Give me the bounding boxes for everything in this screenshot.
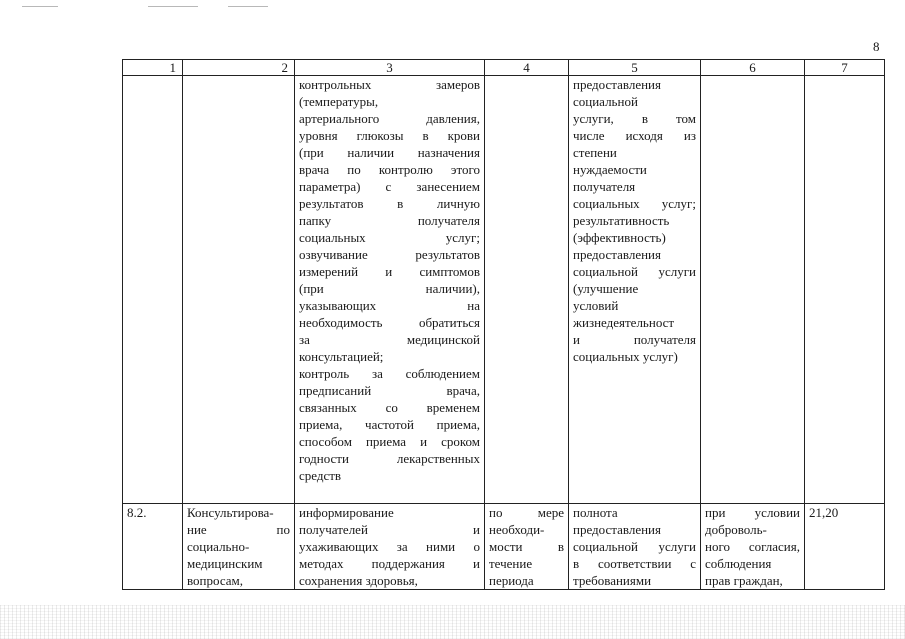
cell-text-line: методах поддержания и <box>299 556 480 571</box>
cell-text-line: прав граждан, <box>705 573 783 588</box>
service-description-cell <box>295 76 485 504</box>
cell-text-line: получателей и <box>299 522 480 537</box>
cell-text-line: социальных услуг) <box>573 349 678 364</box>
service-name-cell <box>183 76 295 504</box>
cell-text-line: мости в <box>489 539 564 554</box>
cell-text-line: социальной <box>573 94 638 109</box>
cell-text-line: Консультирова- <box>187 505 274 520</box>
cell-text-line: контрольных замеров <box>299 77 480 92</box>
cell-text-line: контроль за соблюдением <box>299 366 480 381</box>
cell-text-line: необходи- <box>489 522 545 537</box>
cell-text-line: предоставления <box>573 522 661 537</box>
cell-text-line: (температуры, <box>299 94 379 109</box>
cell-text-line: измерений и симптомов <box>299 264 480 279</box>
service-description-cell <box>295 504 485 590</box>
cell-text-line: приема, частотой приема, <box>299 417 480 432</box>
cell-text-line: результативность <box>573 213 670 228</box>
cell-text-line: (при наличии назначения <box>299 145 480 160</box>
header-cell: 3 <box>295 60 485 76</box>
cell-text-line: степени <box>573 145 617 160</box>
cell-text-line: социально- <box>187 539 250 554</box>
cell-text-line: условий <box>573 298 619 313</box>
cell-text-line: услуги, в том <box>573 111 696 126</box>
header-cell: 6 <box>701 60 805 76</box>
cell-text-line: результатов в личную <box>299 196 480 211</box>
cell-text-line: вопросам, <box>187 573 244 588</box>
header-cell: 7 <box>805 60 885 76</box>
cell-text-line: консультацией; <box>299 349 384 364</box>
quality-indicators-cell <box>569 504 701 590</box>
cell-text-line: полнота <box>573 505 618 520</box>
cell-text-line: ного согласия, <box>705 539 800 554</box>
cell-text-line: способом приема и сроком <box>299 434 480 449</box>
cell-text-line: нуждаемости <box>573 162 647 177</box>
header-cell: 2 <box>183 60 295 76</box>
cell-text-line: получателя <box>573 179 636 194</box>
cell-text-line: течение <box>489 556 533 571</box>
cell-text-line: жизнедеятельност <box>573 315 675 330</box>
table-row-continuation <box>123 76 885 504</box>
timing-cell <box>485 76 569 504</box>
cell-text-line: ние по <box>187 522 290 537</box>
scan-artifact-line <box>22 6 58 7</box>
cell-text-line: по мере <box>489 505 564 520</box>
cell-text-line: папку получателя <box>299 213 480 228</box>
cell-text-line: информирование <box>299 505 394 520</box>
cell-text-line: (улучшение <box>573 281 639 296</box>
row-number-cell: 8.2. <box>123 504 183 590</box>
cell-text-line: социальной услуги <box>573 539 696 554</box>
conditions-cell <box>701 504 805 590</box>
table-row-8-2 <box>123 504 885 590</box>
scan-noise-band <box>0 605 905 639</box>
cell-text-line: и получателя <box>573 332 696 347</box>
cell-text-line: доброволь- <box>705 522 767 537</box>
scan-artifact-line <box>228 6 268 7</box>
cell-text-line: предписаний врача, <box>299 383 480 398</box>
page-number: 8 <box>873 39 880 54</box>
header-cell: 5 <box>569 60 701 76</box>
cell-text-line: озвучивание результатов <box>299 247 480 262</box>
cell-text-line: сохранения здоровья, <box>299 573 418 588</box>
cell-text-line: предоставления <box>573 247 661 262</box>
cell-text-line: числе исходя из <box>573 128 696 143</box>
cell-text-line: медицинским <box>187 556 263 571</box>
cell-text-line: годности лекарственных <box>299 451 480 466</box>
cell-text-line: предоставления <box>573 77 661 92</box>
service-name-cell <box>183 504 295 590</box>
cell-text-line: периода <box>489 573 534 588</box>
conditions-cell <box>701 76 805 504</box>
cell-text-line: ухаживающих за ними о <box>299 539 480 554</box>
services-table <box>122 59 885 590</box>
table-header-row <box>123 60 885 76</box>
cell-text-line: за медицинской <box>299 332 480 347</box>
cell-text-line: в соответствии с <box>573 556 696 571</box>
cell-text-line: (при наличии), <box>299 281 480 296</box>
header-cell: 4 <box>485 60 569 76</box>
cell-text-line: социальной услуги <box>573 264 696 279</box>
scan-artifact-line <box>148 6 198 7</box>
cell-text-line: параметра) с занесением <box>299 179 480 194</box>
cell-text-line: указывающих на <box>299 298 480 313</box>
tariff-cell <box>805 76 885 504</box>
cell-text-line: соблюдения <box>705 556 772 571</box>
cell-text-line: средств <box>299 468 342 483</box>
cell-text-line: уровня глюкозы в крови <box>299 128 480 143</box>
cell-text-line: (эффективность) <box>573 230 666 245</box>
cell-text-line: связанных со временем <box>299 400 480 415</box>
tariff-cell: 21,20 <box>805 504 885 590</box>
cell-text-line: социальных услуг; <box>299 230 480 245</box>
row-number-cell <box>123 76 183 504</box>
quality-indicators-cell <box>569 76 701 504</box>
timing-cell <box>485 504 569 590</box>
cell-text-line: необходимость обратиться <box>299 315 480 330</box>
cell-text-line: артериального давления, <box>299 111 480 126</box>
cell-text-line: требованиями <box>573 573 652 588</box>
cell-text-line: социальных услуг; <box>573 196 696 211</box>
cell-text-line: при условии <box>705 505 800 520</box>
cell-text-line: врача по контролю этого <box>299 162 480 177</box>
header-cell: 1 <box>123 60 183 76</box>
